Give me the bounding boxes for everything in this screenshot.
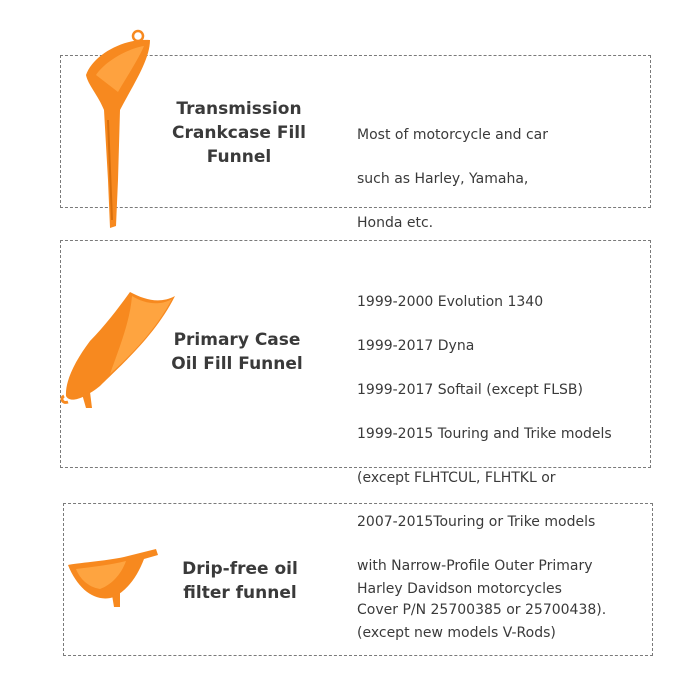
product-description: Harley Davidson motorcycles (except new models V-Rods) bbox=[357, 581, 562, 641]
drip-tray-funnel-icon bbox=[66, 545, 161, 610]
tall-funnel-icon bbox=[78, 30, 158, 235]
product-title: Transmission Crankcase Fill Funnel bbox=[172, 99, 306, 167]
product-title: Drip-free oil filter funnel bbox=[182, 559, 298, 603]
product-title: Primary Case Oil Fill Funnel bbox=[171, 330, 303, 374]
product-description: Most of motorcycle and car such as Harley, Yamaha, Honda etc. bbox=[357, 127, 548, 231]
product-description: 1999-2000 Evolution 1340 1999-2017 Dyna 1999-2017 Softail (except FLSB) 1999-2015 Touring and Trike models (except FLHTCUL, FLHTKL or 2007-2015Touring or Trike models with Narrow-Profile Outer Primary Cover P/N 25700385 or 25700438). bbox=[357, 294, 612, 618]
